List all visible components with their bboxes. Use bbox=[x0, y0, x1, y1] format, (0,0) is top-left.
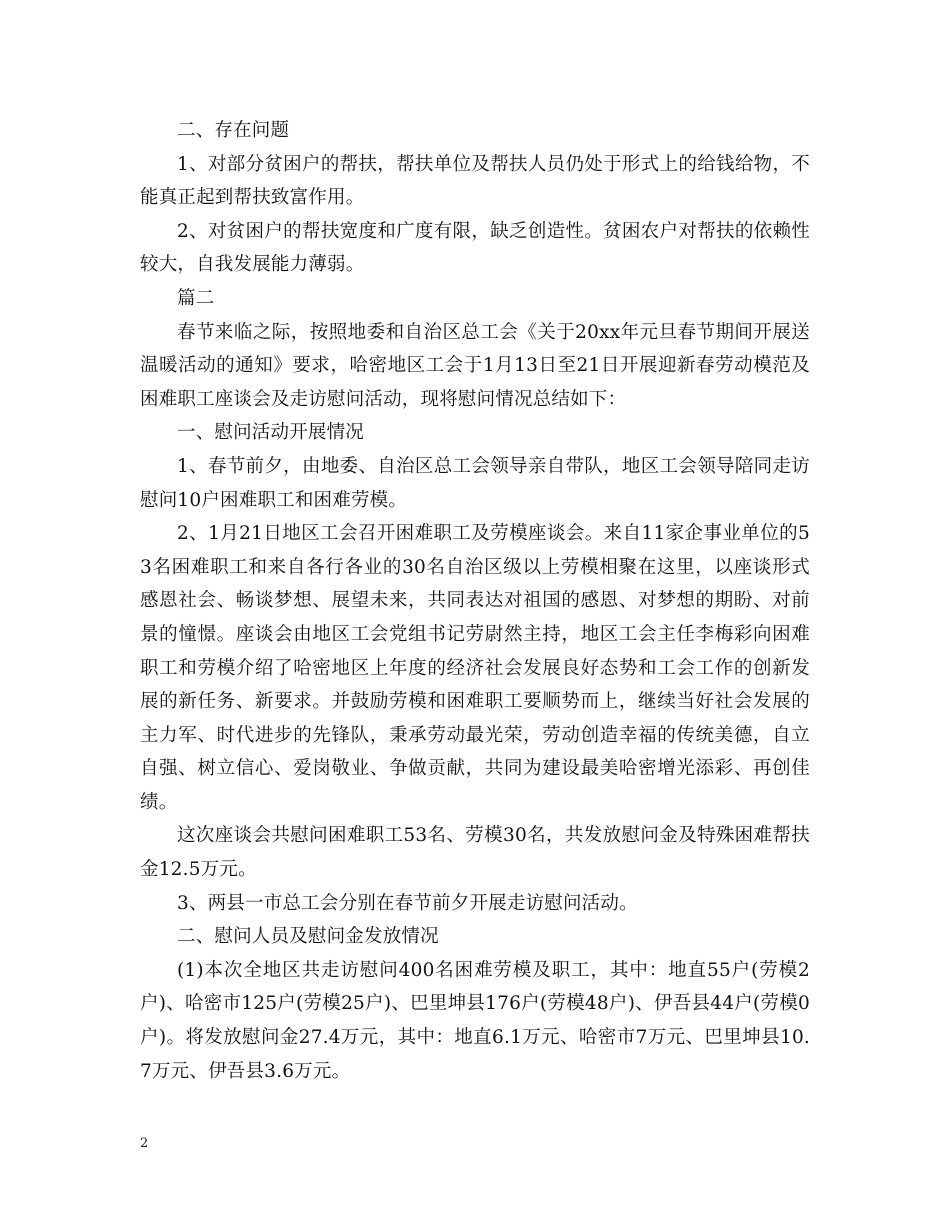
page-number: 2 bbox=[140, 1136, 149, 1151]
paragraph: 2、对贫困户的帮扶宽度和广度有限，缺乏创造性。贫困农户对帮扶的依赖性较大，自我发展能力薄弱。 bbox=[140, 220, 810, 276]
paragraph: 1、春节前夕，由地委、自治区总工会领导亲自带队，地区工会领导陪同走访慰问10户困难职工和困难劳模。 bbox=[140, 455, 810, 511]
paragraph: 这次座谈会共慰问困难职工53名、劳模30名，共发放慰问金及特殊困难帮扶金12.5万元。 bbox=[140, 825, 810, 881]
paragraph: (1)本次全地区共走访慰问400名困难劳模及职工，其中：地直55户(劳模2户)、哈密市125户(劳模25户)、巴里坤县176户(劳模48户)、伊吾县44户(劳模0户)。将发放慰问金27.4万元，其中：地直6.1万元、哈密市7万元、巴里坤县10.7万元、伊吾县3.6万元。 bbox=[140, 959, 810, 1082]
paragraph: 春节来临之际，按照地委和自治区总工会《关于20xx年元旦春节期间开展送温暖活动的通知》要求，哈密地区工会于1月13日至21日开展迎新春劳动模范及困难职工座谈会及走访慰问活动，现将慰问情况总结如下： bbox=[140, 321, 810, 410]
document-body bbox=[140, 114, 810, 1088]
paragraph: 3、两县一市总工会分别在春节前夕开展走访慰问活动。 bbox=[177, 892, 638, 914]
section-heading-problems: 二、存在问题 bbox=[177, 120, 290, 141]
paragraph: 1、对部分贫困户的帮扶，帮扶单位及帮扶人员仍处于形式上的给钱给物，不能真正起到帮扶致富作用。 bbox=[140, 153, 810, 209]
section-heading-activities: 一、慰问活动开展情况 bbox=[177, 422, 365, 444]
paragraph: 2、1月21日地区工会召开困难职工及劳模座谈会。来自11家企事业单位的53名困难职工和来自各行各业的30名自治区级以上劳模相聚在这里，以座谈形式感恩社会、畅谈梦想、展望未来，共同表达对祖国的感恩、对梦想的期盼、对前景的憧憬。座谈会由地区工会党组书记劳尉然主持，地区工会主任李梅彩向困难职工和劳模介绍了哈密地区上年度的经济社会发展良好态势和工会工作的创新发展的新任务、新要求。并鼓励劳模和困难职工要顺势而上，继续当好社会发展的主力军、时代进步的先锋队，秉承劳动最光荣，劳动创造幸福的传统美德，自立自强、树立信心、爱岗敬业、争做贡献，共同为建设最美哈密增光添彩、再创佳绩。 bbox=[140, 523, 810, 813]
section-heading-distribution: 二、慰问人员及慰问金发放情况 bbox=[177, 926, 439, 948]
part-heading: 篇二 bbox=[177, 287, 215, 309]
